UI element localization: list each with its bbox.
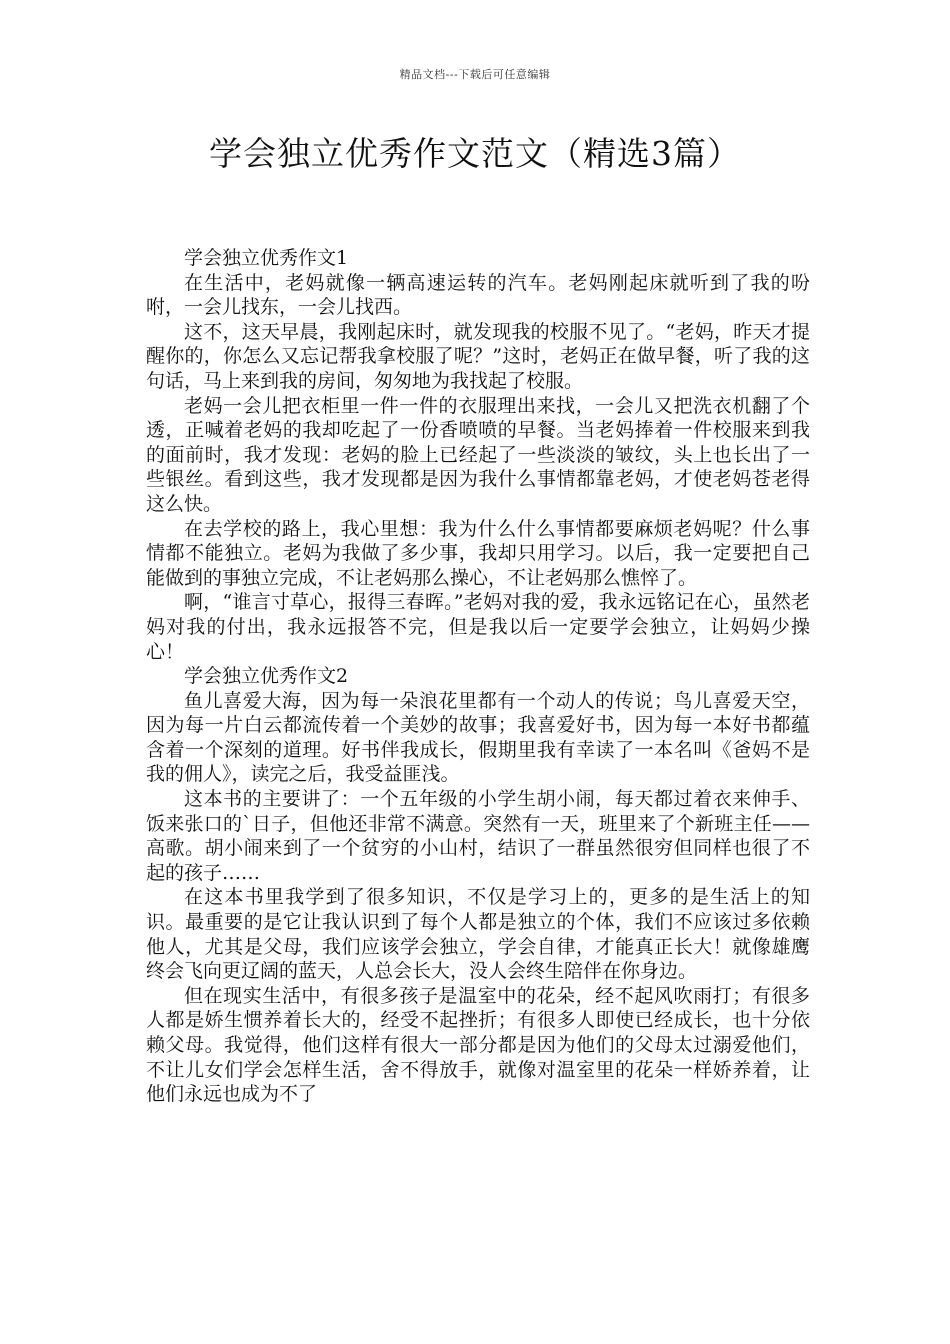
document-title: 学会独立优秀作文范文（精选3篇） [209, 134, 741, 173]
paragraph: 啊，“谁言寸草心，报得三春晖。”老妈对我的爱，我永远铭记在心，虽然老妈对我的付出，我永远报答不完，但是我以后一定要学会独立，让妈妈少操心！ [146, 591, 810, 663]
header-note: 精品文档---下载后可任意编辑 [399, 68, 551, 81]
paragraph: 老妈一会儿把衣柜里一件一件的衣服理出来找，一会儿又把洗衣机翻了个透，正喊着老妈的我却吃起了一份香喷喷的早餐。当老妈捧着一件校服来到我的面前时，我才发现：老妈的脸上已经起了一些淡淡的皱纹，头上也长出了一些银丝。看到这些，我才发现都是因为我什么事情都靠老妈，才使老妈苍老得这么快。 [146, 394, 810, 515]
paragraph: 在这本书里我学到了很多知识，不仅是学习上的，更多的是生活上的知识。最重要的是它让我认识到了每个人都是独立的个体，我们不应该过多依赖他人，尤其是父母，我们应该学会独立，学会自律，才能真正长大！就像雄鹰终会飞向更辽阔的蓝天，人总会长大，没人会终生陪伴在你身边。 [146, 886, 810, 983]
paragraph: 这不，这天早晨，我刚起床时，就发现我的校服不见了。“老妈，昨天才提醒你的，你怎么又忘记帮我拿校服了呢？”这时，老妈正在做早餐，听了我的这句话，马上来到我的房间，匆匆地为我找起了校服。 [146, 320, 810, 392]
document-body [146, 246, 810, 1107]
section-heading-2: 学会独立优秀作文2 [184, 665, 349, 688]
paragraph: 在去学校的路上，我心里想：我为什么什么事情都要麻烦老妈呢？什么事情都不能独立。老妈为我做了多少事，我却只用学习。以后，我一定要把自己能做到的事独立完成，不让老妈那么操心，不让老妈那么憔悴了。 [146, 517, 810, 589]
paragraph: 这本书的主要讲了：一个五年级的小学生胡小闹，每天都过着衣来伸手、饭来张口的`日子，但他还非常不满意。突然有一天，班里来了个新班主任——高歌。胡小闹来到了一个贫穷的小山村，结识了一群虽然很穷但同样也很了不起的孩子…… [146, 788, 810, 884]
paragraph: 但在现实生活中，有很多孩子是温室中的花朵，经不起风吹雨打；有很多人都是娇生惯养着长大的，经受不起挫折；有很多人即使已经成长，也十分依赖父母。我觉得，他们这样有很大一部分都是因为他们的父母太过溺爱他们，不让儿女们学会怎样生活，舍不得放手，就像对温室里的花朵一样娇养着，让他们永远也成为不了 [146, 984, 810, 1106]
paragraph: 在生活中，老妈就像一辆高速运转的汽车。老妈刚起床就听到了我的吩咐，一会儿找东，一会儿找西。 [146, 271, 810, 319]
paragraph: 鱼儿喜爱大海，因为每一朵浪花里都有一个动人的传说；鸟儿喜爱天空，因为每一片白云都流传着一个美妙的故事；我喜爱好书，因为每一本好书都蕴含着一个深刻的道理。好书伴我成长，假期里我有幸读了一本名叫《爸妈不是我的佣人》，读完之后，我受益匪浅。 [146, 689, 810, 786]
section-heading-1: 学会独立优秀作文1 [184, 247, 349, 269]
